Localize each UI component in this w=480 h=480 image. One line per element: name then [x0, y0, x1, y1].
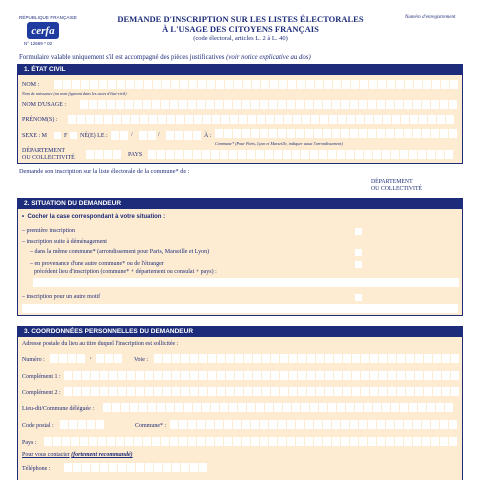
cerfa-number: N° 12669 * 02 [24, 41, 53, 46]
option-meme-commune-checkbox[interactable] [355, 249, 362, 256]
section-3-title: 3. COORDONNÉES PERSONNELLES DU DEMANDEUR [18, 327, 462, 337]
sexe-label: SEXE : M [22, 133, 48, 139]
sexe-f-label: F [64, 133, 68, 139]
birth-place-field[interactable] [215, 129, 457, 138]
numero-separator: , [90, 354, 92, 360]
option-autre-commune-checkbox[interactable] [355, 261, 362, 268]
code-postal-field[interactable] [60, 420, 104, 429]
option-demenagement-label: – inscription suite à déménagement [22, 239, 107, 245]
sexe-m-checkbox[interactable] [54, 132, 61, 139]
nom-label: NOM : [22, 82, 40, 88]
autre-motif-field[interactable] [22, 304, 458, 313]
birth-year-field[interactable] [166, 131, 201, 140]
option-autre-motif-checkbox[interactable] [355, 294, 362, 301]
contact-label: Pour vous contacter (fortement recommandé) [22, 452, 133, 458]
section-1-title: 1. ÉTAT CIVIL [18, 65, 462, 75]
ne-le-label: NÉ(E) LE : [80, 133, 108, 139]
form-title-line1: DEMANDE D'INSCRIPTION SUR LES LISTES ÉLECTORALES [117, 14, 364, 24]
commune-label: Commune* : [135, 423, 167, 429]
complement2-label: Complément 2 : [22, 390, 61, 396]
code-postal-label: Code postal : [22, 423, 54, 429]
pays-coord-label: Pays : [22, 440, 37, 446]
numero-complement-field[interactable] [96, 354, 122, 363]
voie-label: Voie : [134, 357, 149, 363]
previous-inscription-label: précédent lieu d'inscription (commune* + département ou consulat + pays) : [34, 269, 217, 275]
complement2-field[interactable] [64, 387, 459, 396]
lieu-dit-label: Lieu-dit/Commune déléguée : [22, 406, 94, 412]
date-slash-1: / [131, 132, 133, 138]
pays-coord-field[interactable] [44, 437, 457, 446]
option-premiere-label: – première inscription [22, 228, 75, 234]
telephone-field[interactable] [64, 463, 207, 472]
address-intro: Adresse postale du lieu au titre duquel l'inscription est sollicitée : [22, 341, 179, 347]
complement1-field[interactable] [64, 371, 459, 380]
lieu-dit-field[interactable] [103, 403, 453, 412]
birth-month-field[interactable] [139, 131, 156, 140]
nom-field[interactable] [54, 80, 458, 89]
form-title-line3: (code électoral, articles L. 2 à L. 40) [193, 35, 288, 42]
option-premiere-checkbox[interactable] [355, 228, 362, 235]
option-autre-motif-label: – inscription pour un autre motif [22, 294, 100, 300]
commune-request-field[interactable] [19, 179, 369, 188]
date-slash-2: / [158, 132, 160, 138]
commune-request-dept-label: DÉPARTEMENT OU COLLECTIVITÉ [371, 179, 423, 192]
option-autre-commune-label: – en provenance d'une autre commune* ou de l'étranger [30, 261, 164, 267]
cerfa-logo [27, 22, 59, 39]
numero-field[interactable] [50, 354, 85, 363]
registration-number-label: Numéro d'enregistrement [405, 15, 456, 20]
section-etat-civil [17, 64, 463, 164]
option-meme-commune-label: – dans la même commune* (arrondissement pour Paris, Marseille et Lyon) [30, 249, 209, 255]
pays-label: PAYS [128, 152, 143, 158]
pays-field[interactable] [148, 150, 453, 159]
section-2-title: 2. SITUATION DU DEMANDEUR [18, 199, 462, 209]
form-title-line2: À L'USAGE DES CITOYENS FRANÇAIS [162, 24, 319, 34]
numero-label: Numéro : [22, 357, 45, 363]
nom-usage-label: NOM D'USAGE : [22, 102, 67, 108]
prenoms-field[interactable] [68, 115, 454, 124]
registration-number-field[interactable] [402, 23, 473, 32]
previous-inscription-field[interactable] [33, 278, 459, 287]
prenoms-label: PRÉNOM(S) : [22, 117, 58, 123]
departement-field[interactable] [86, 150, 121, 159]
birth-place-label: À : [204, 133, 212, 139]
commune-hint: Commune* (Pour Paris, Lyon et Marseille, indiquer aussi l'arrondissement) [215, 141, 343, 146]
sexe-f-checkbox[interactable] [70, 132, 77, 139]
complement1-label: Complément 1 : [22, 374, 61, 380]
situation-instruction: • Cocher la case correspondant à votre situation : [22, 214, 166, 220]
nom-usage-field[interactable] [80, 100, 457, 109]
nom-hint: Nom de naissance (ou nom figurant dans les actes d'état-civil) [22, 91, 127, 96]
departement-label: DÉPARTEMENT OU COLLECTIVITÉ [22, 148, 75, 161]
republique-label: RÉPUBLIQUE FRANÇAISE [19, 15, 78, 20]
voie-field[interactable] [154, 354, 459, 363]
birth-day-field[interactable] [111, 131, 128, 140]
commune-field[interactable] [170, 420, 457, 429]
form-notice: Formulaire valable uniquement s'il est accompagné des pièces justificatives (voir notice explicative au dos) [19, 54, 311, 61]
telephone-label: Téléphone : [22, 466, 51, 472]
commune-request-label: Demande son inscription sur la liste électorale de la commune* de : [19, 168, 190, 175]
svg-text:cerfa: cerfa [31, 25, 55, 37]
